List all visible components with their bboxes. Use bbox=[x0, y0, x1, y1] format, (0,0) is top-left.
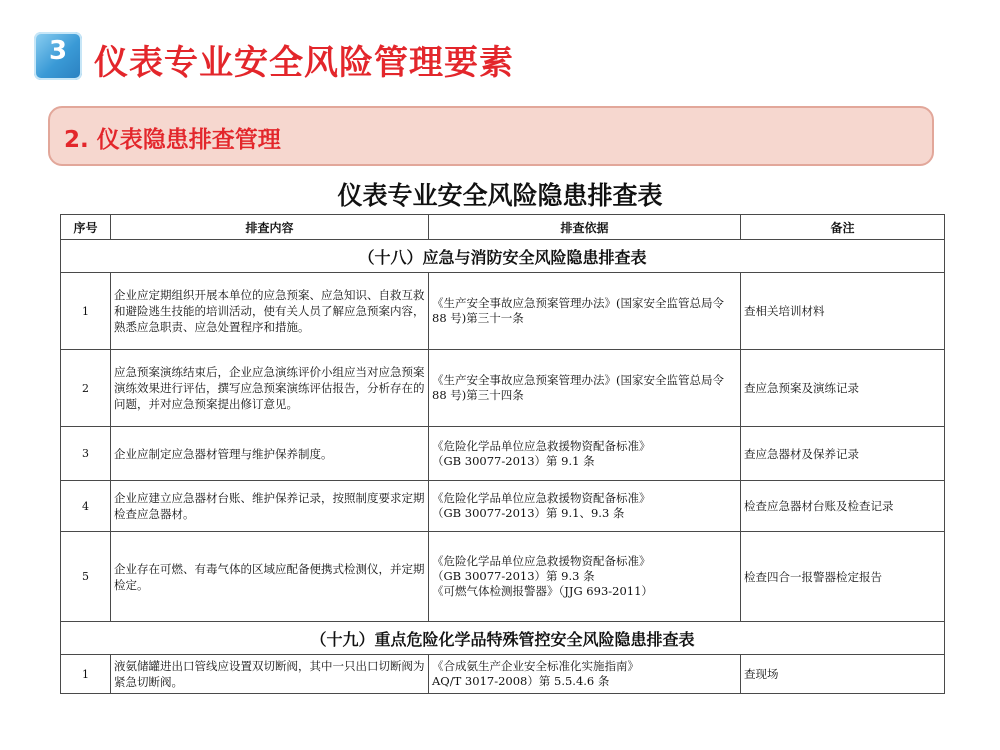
row-basis bbox=[429, 427, 741, 481]
basis-line: （GB 30077-2013）第 9.1 条 bbox=[432, 453, 595, 468]
row-note: 检查应急器材台账及检查记录 bbox=[741, 481, 945, 532]
header-basis: 排查依据 bbox=[429, 215, 741, 240]
row-basis bbox=[429, 481, 741, 532]
category-row bbox=[61, 240, 945, 273]
row-note: 检查四合一报警器检定报告 bbox=[741, 532, 945, 622]
table-row bbox=[61, 481, 945, 532]
row-note: 查应急预案及演练记录 bbox=[741, 350, 945, 427]
row-number: 1 bbox=[61, 273, 111, 350]
table-body bbox=[61, 240, 945, 694]
row-note: 查现场 bbox=[741, 655, 945, 694]
row-basis bbox=[429, 655, 741, 694]
basis-line: AQ/T 3017-2008）第 5.5.4.6 条 bbox=[432, 674, 610, 688]
row-note: 查应急器材及保养记录 bbox=[741, 427, 945, 481]
inspection-table bbox=[60, 214, 945, 694]
section-title: 2. 仪表隐患排查管理 bbox=[64, 127, 281, 153]
page-title: 仪表专业安全风险管理要素 bbox=[94, 43, 514, 83]
header-no: 序号 bbox=[61, 215, 111, 240]
basis-line: （GB 30077-2013）第 9.3 条 bbox=[432, 569, 595, 583]
basis-line: 《危险化学品单位应急救援物资配备标准》 bbox=[432, 554, 651, 568]
row-content: 液氨储罐进出口管线应设置双切断阀，其中一只出口切断阀为紧急切断阀。 bbox=[111, 655, 429, 694]
basis-line: 《危险化学品单位应急救援物资配备标准》 bbox=[432, 491, 651, 505]
row-basis bbox=[429, 532, 741, 622]
basis-line: 《可燃气体检测报警器》（JJG 693-2011） bbox=[432, 584, 653, 598]
table-row bbox=[61, 427, 945, 481]
table-row bbox=[61, 273, 945, 350]
row-number: 2 bbox=[61, 350, 111, 427]
category-row bbox=[61, 622, 945, 655]
section-header-box bbox=[48, 106, 934, 166]
row-content: 企业应定期组织开展本单位的应急预案、应急知识、自救互救和避险逃生技能的培训活动，使有关人员了解应急预案内容，熟悉应急职责、应急处置程序和措施。 bbox=[111, 273, 429, 350]
row-number: 5 bbox=[61, 532, 111, 622]
header-note: 备注 bbox=[741, 215, 945, 240]
basis-line: 《生产安全事故应急预案管理办法》(国家安全监管总局令 88 号)第三十四条 bbox=[432, 373, 724, 402]
row-content: 应急预案演练结束后，企业应急演练评价小组应当对应急预案演练效果进行评估，撰写应急预案演练评估报告，分析存在的问题，并对应急预案提出修订意见。 bbox=[111, 350, 429, 427]
basis-line: 《生产安全事故应急预案管理办法》(国家安全监管总局令 88 号)第三十一条 bbox=[432, 296, 724, 325]
row-number: 3 bbox=[61, 427, 111, 481]
basis-line: 《危险化学品单位应急救援物资配备标准》 bbox=[432, 438, 651, 453]
category-title: （十八）应急与消防安全风险隐患排查表 bbox=[61, 240, 945, 273]
table-row bbox=[61, 350, 945, 427]
table-title: 仪表专业安全风险隐患排查表 bbox=[337, 181, 663, 210]
table-row bbox=[61, 655, 945, 694]
row-note: 查相关培训材料 bbox=[741, 273, 945, 350]
row-content: 企业应制定应急器材管理与维护保养制度。 bbox=[111, 427, 429, 481]
row-content: 企业应建立应急器材台账、维护保养记录，按照制度要求定期检查应急器材。 bbox=[111, 481, 429, 532]
section-number-badge bbox=[34, 32, 82, 80]
header-content: 排查内容 bbox=[111, 215, 429, 240]
row-basis bbox=[429, 273, 741, 350]
category-title: （十九）重点危险化学品特殊管控安全风险隐患排查表 bbox=[61, 622, 945, 655]
basis-line: 《合成氨生产企业安全标准化实施指南》 bbox=[432, 659, 639, 673]
basis-line: （GB 30077-2013）第 9.1、9.3 条 bbox=[432, 506, 625, 520]
row-number: 4 bbox=[61, 481, 111, 532]
section-number: 3 bbox=[48, 36, 68, 66]
row-number: 1 bbox=[61, 655, 111, 694]
row-content: 企业存在可燃、有毒气体的区域应配备便携式检测仪，并定期检定。 bbox=[111, 532, 429, 622]
table-row bbox=[61, 532, 945, 622]
header-row bbox=[61, 215, 945, 240]
row-basis bbox=[429, 350, 741, 427]
